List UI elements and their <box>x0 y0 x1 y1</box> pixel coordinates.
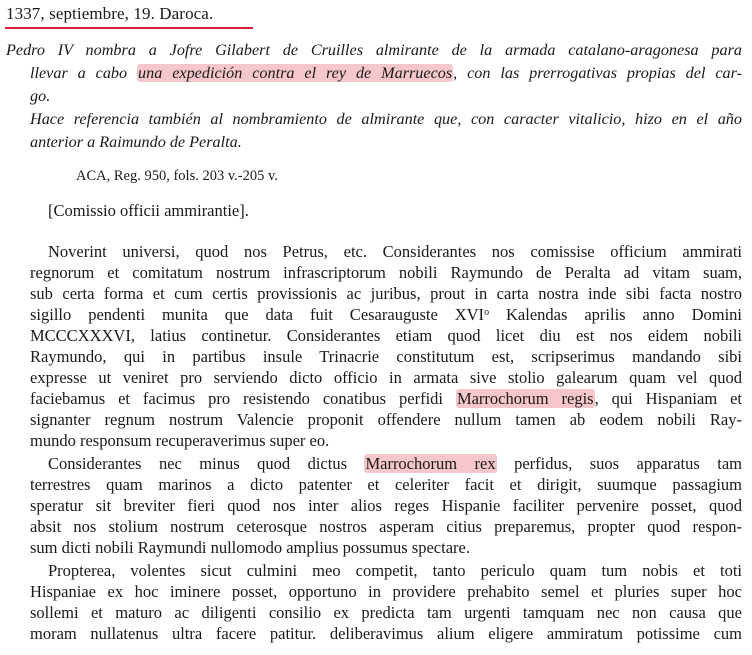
body-line-13: speratur sit breviter fieri quod nos inter alios reges Hispanie faciliter pervenire posset, quod <box>30 496 742 515</box>
body-line-2: regnorum et comitatum nostrum infrascriptorum nobili Raymundo de Peralta ad vitam suam, <box>30 263 742 282</box>
body-line-3: sub certa forma et cum certis provissionis ac juribus, prout in carta nostra inde sibi facta nostro <box>30 284 742 303</box>
document-heading: 1337, septiembre, 19. Daroca. <box>6 4 214 23</box>
highlight-marrochorum-regis: Marrochorum regis <box>456 389 594 408</box>
body-line-5: MCCCXXXVI, latius continetur. Considerantes etiam quod licet diu est nos eidem nobili <box>30 326 742 345</box>
body-text: Considerantes nec minus quod dictus <box>48 454 365 473</box>
summary-line-3: go. <box>30 87 51 105</box>
body-line-1: Noverint universi, quod nos Petrus, etc. Considerantes nos comissise officium ammirati <box>48 242 742 261</box>
body-line-11 <box>48 454 742 474</box>
summary-line-5: anterior a Raimundo de Peralta. <box>30 133 242 151</box>
body-line-6: Raymundo, qui in partibus insule Trinacrie constitutum est, scripserimus mandando sibi <box>30 347 742 366</box>
body-line-18: sollemi et maturo ac diligenti consilio ex predicta tam urgenti tamquam nec non causa que <box>30 603 742 622</box>
document-rubric: [Comissio officii ammirantie]. <box>48 201 249 220</box>
body-text: , qui Hispaniam et <box>594 389 743 408</box>
body-line-7: expresse ut veniret pro serviendo dicto officio in armata sive stolio galearum quam vel quod <box>30 368 742 387</box>
summary-line-2 <box>30 63 742 83</box>
highlight-expedition: una expedición contra el rey de Marruecos <box>138 64 453 82</box>
summary-line-1: Pedro IV nombra a Jofre Gilabert de Cruilles almirante de la armada catalano-aragonesa para <box>6 41 742 59</box>
superscript-ordinal: o <box>484 307 490 318</box>
summary-text: , con las prerrogativas propias del car- <box>453 64 742 82</box>
body-line-9: signanter regnum nostrum Valencie proponit offendere nullum tamen ab eodem nobili Ray- <box>30 410 742 429</box>
body-text: Kalendas aprilis anno Domini <box>489 305 742 324</box>
body-line-12: terrestres quam marinos a dicto patenter et celeriter facit et dirigit, suumque passagium <box>30 475 742 494</box>
body-line-14: absit nos stolium nostrum ceterosque nostros asperam citius preparemus, propter quod respon- <box>30 517 742 536</box>
highlight-marrochorum-rex: Marrochorum rex <box>365 454 496 473</box>
archive-source: ACA, Reg. 950, fols. 203 v.-205 v. <box>76 168 278 184</box>
body-text: sigillo pendenti munita que data fuit Cesarauguste XVI <box>30 305 485 324</box>
body-line-15: sum dicti nobili Raymundi nullomodo amplius possumus spectare. <box>30 538 470 557</box>
heading-underline <box>5 27 253 29</box>
body-line-19: moram nullatenus ultra facere patitur. deliberavimus alium eligere ammiratum potissime cum <box>30 624 742 643</box>
body-line-10: mundo responsum recuperaverimus super eo. <box>30 431 330 450</box>
summary-line-4: Hace referencia también al nombramiento de almirante que, con caracter vitalicio, hizo en el año <box>30 110 742 128</box>
body-line-4 <box>30 305 742 325</box>
body-line-16: Propterea, volentes sicut culmini meo competit, tanto periculo quam tum nobis et toti <box>48 561 742 580</box>
body-line-8 <box>30 389 742 409</box>
summary-text: llevar a cabo <box>30 64 138 82</box>
body-line-17: Hispaniae ex hoc iminere posset, opportuno in providere prehabito semel et pluries super hoc <box>30 582 742 601</box>
body-text: perfidus, suos apparatus tam <box>496 454 742 473</box>
body-text: faciebamus et facimus pro resistendo conatibus perfidi <box>30 389 456 408</box>
